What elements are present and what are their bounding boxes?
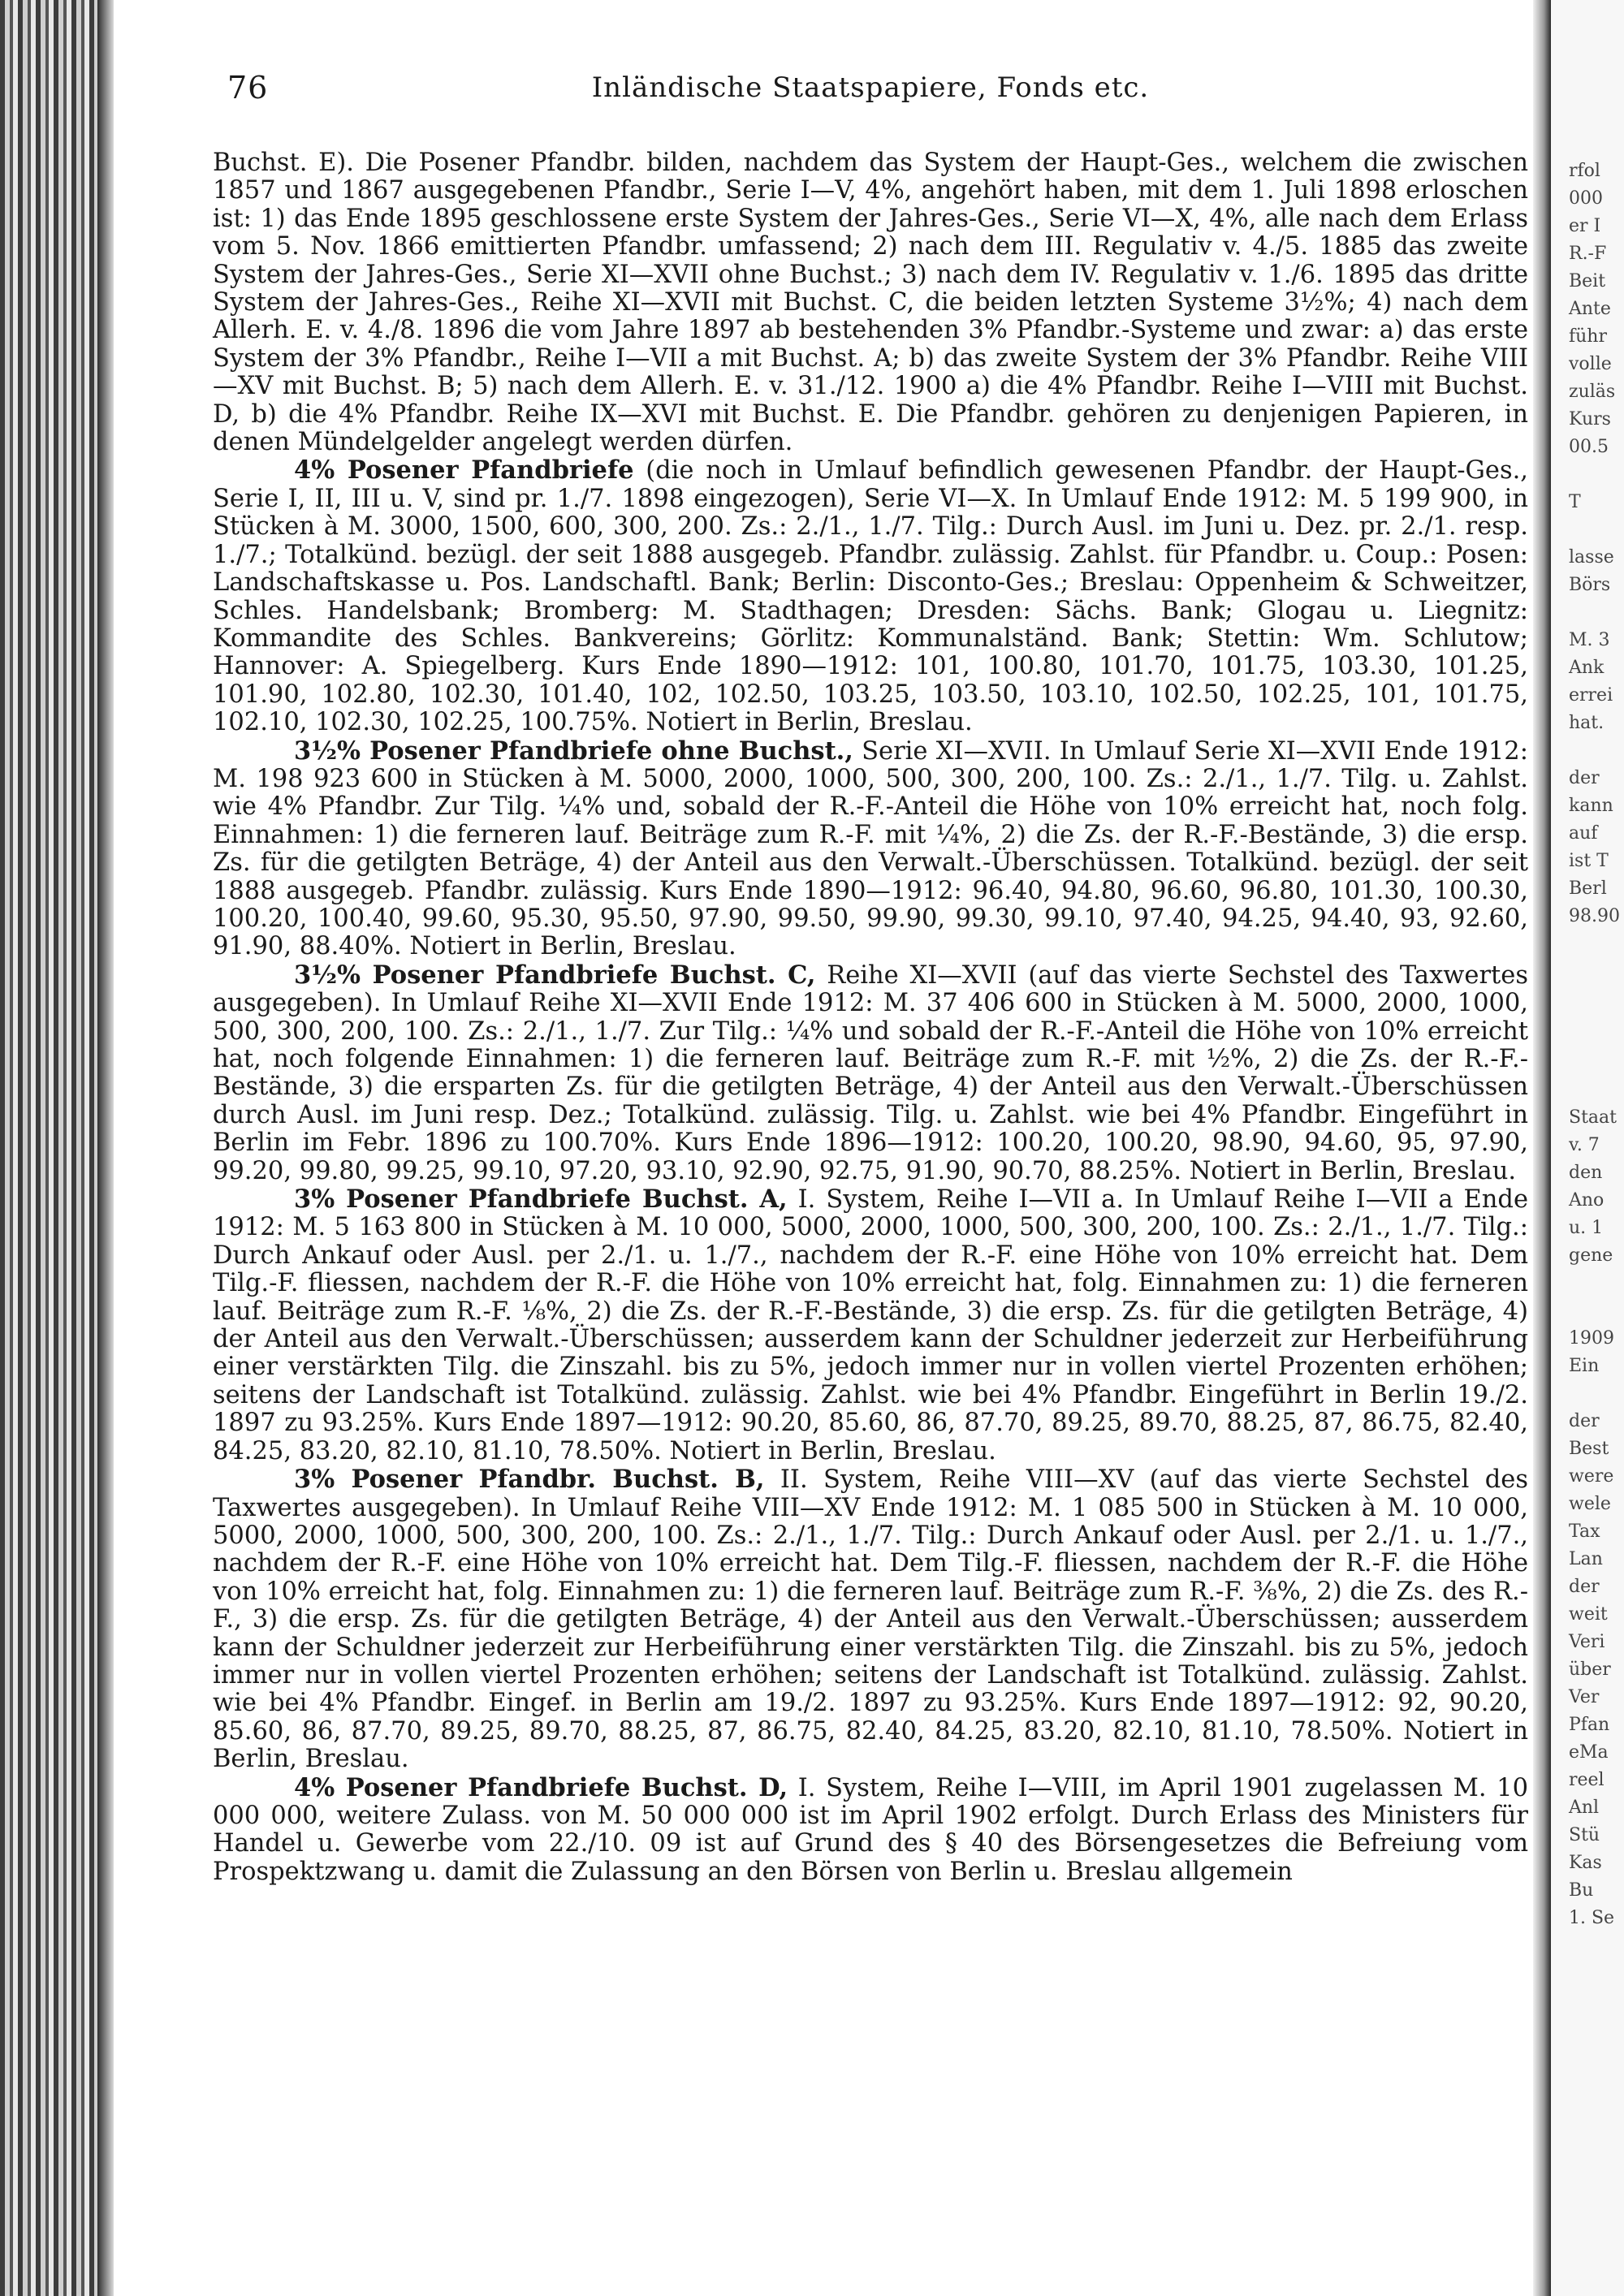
paragraph-text: Reihe XI—XVII (auf das vierte Sechstel des Taxwertes ausgegeben). In Umlauf Reihe XI—XVII Ende 1912: M. 37 406 600 in Stücken à M. 5000, 2000, 1000, 500, 300, 200, 100. Zs.: 2./1., 1./7. Zur Tilg.: ¼% und sobald der R.-F.-Anteil die Höhe von 10% erreicht hat, noch folgende Einnahmen: 1) die ferneren lauf. Beiträge zum R.-F. mit ½%, 2) die Zs. der R.-F.-Bestände, 3) die ersparten Zs. für die getilgten Beträge, 4) der Anteil aus den Verwalt.-Überschüssen durch Ausl. im Juni resp. Dez.; Totalkünd. zulässig. Tilg. u. Zahlst. wie bei 4% Pfandbr. Eingeführt in Berlin im Febr. 1896 zu 100.70%. Kurs Ende 1896—1912: 100.20, 100.20, 98.90, 94.60, 95, 97.90, 99.20, 99.80, 99.25, 99.10, 97.20, 93.10, 92.90, 92.75, 91.90, 90.70, 88.25%. Notiert in Berlin, Breslau.	[213, 960, 1528, 1185]
adjacent-fragment: errei	[1569, 685, 1613, 706]
adjacent-fragment: wele	[1569, 1494, 1611, 1514]
adjacent-fragment: führ	[1569, 326, 1607, 347]
adjacent-fragment: Ank	[1569, 658, 1605, 678]
body-text	[213, 149, 1528, 1886]
paragraph-heading: 3½% Posener Pfandbriefe Buchst. C,	[294, 960, 816, 990]
page-fold-shadow	[1533, 0, 1551, 2296]
adjacent-fragment: zuläs	[1569, 382, 1616, 402]
paragraph-3half-buchst-c	[213, 961, 1528, 1185]
adjacent-fragment: Kas	[1569, 1853, 1602, 1873]
paragraph-3half-ohne-buchst	[213, 737, 1528, 961]
adjacent-fragment: T	[1569, 492, 1581, 512]
adjacent-fragment: den	[1569, 1163, 1603, 1183]
adjacent-fragment: Ver	[1569, 1687, 1600, 1707]
paragraph-text: I. System, Reihe I—VII a. In Umlauf Reihe I—VII a Ende 1912: M. 5 163 800 in Stücken à M. 10 000, 5000, 2000, 1000, 500, 300, 200, 100. Zs.: 2./1., 1./7. Tilg.: Durch Ankauf oder Ausl. per 2./1. u. 1./7., nachdem der R.-F. eine Höhe von 10% erreicht hat. Dem Tilg.-F. fliessen, nachdem der R.-F. die Höhe von 10% erreicht hat, folg. Einnahmen zu: 1) die ferneren lauf. Beiträge zum R.-F. ⅛%, 2) die Zs. der R.-F.-Bestände, 3) die ersp. Zs. für die getilgten Beträge, 4) der Anteil aus den Verwalt.-Überschüssen; ausserdem kann der Schuldner jederzeit zur Herbeiführung einer verstärkten Tilg. die Zinszahl. bis zu 5%, jedoch immer nur in vollen viertel Prozenten erhöhen; seitens der Landschaft ist Totalkünd. zulässig. Zahlst. wie bei 4% Pfandbr. Eingeführt in Berlin 19./2. 1897 zu 93.25%. Kurs Ende 1897—1912: 90.20, 85.60, 86, 87.70, 89.25, 89.70, 88.25, 87, 86.75, 82.40, 84.25, 83.20, 82.10, 81.10, 78.50%. Notiert in Berlin, Breslau.	[213, 1185, 1528, 1465]
adjacent-fragment: der	[1569, 768, 1600, 788]
paragraph-4pct-buchst-d	[213, 1774, 1528, 1887]
paragraph-heading: 3% Posener Pfandbriefe Buchst. A,	[294, 1185, 788, 1215]
adjacent-fragment: über	[1569, 1659, 1611, 1680]
paragraph-text: II. System, Reihe VIII—XV (auf das vierte Sechstel des Taxwertes ausgegeben). In Umlauf Reihe VIII—XV Ende 1912: M. 1 085 500 in Stücken à M. 10 000, 5000, 2000, 1000, 500, 300, 200, 100. Zs.: 2./1., 1./7. Tilg.: Durch Ankauf oder Ausl. per 2./1. u. 1./7., nachdem der R.-F. eine Höhe von 10% erreicht hat. Dem Tilg.-F. fliessen, nachdem der R.-F. die Höhe von 10% erreicht hat, folg. Einnahmen zu: 1) die ferneren lauf. Beiträge zum R.-F. ⅜%, 2) die Zs. des R.-F., 3) die ersp. Zs. für die getilgten Beträge, 4) der Anteil aus den Verwalt.-Überschüssen; ausserdem kann der Schuldner jederzeit zur Herbeiführung einer verstärkten Tilg. die Zinszahl. bis zu 5%, jedoch immer nur in vollen viertel Prozenten erhöhen; seitens der Landschaft ist Totalkünd. zulässig. Zahlst. wie bei 4% Pfandbr. Eingef. in Berlin am 19./2. 1897 zu 93.25%. Kurs Ende 1897—1912: 92, 90.20, 85.60, 86, 87.70, 89.25, 89.70, 88.25, 87, 86.75, 82.40, 84.25, 83.20, 82.10, 81.10, 78.50%. Notiert in Berlin, Breslau.	[213, 1465, 1528, 1774]
adjacent-fragment: er I	[1569, 216, 1601, 236]
adjacent-fragment: Best	[1569, 1439, 1609, 1459]
paragraph-text: Serie XI—XVII. In Umlauf Serie XI—XVII Ende 1912: M. 198 923 600 in Stücken à M. 5000, 2000, 1000, 500, 300, 200, 100. Zs.: 2./1., 1./7. Tilg. u. Zahlst. wie 4% Pfandbr. Zur Tilg. ¼% und, sobald der R.-F.-Anteil die Höhe von 10% erreicht hat, noch folg. Einnahmen: 1) die ferneren lauf. Beiträge zum R.-F. mit ¼%, 2) die Zs. der R.-F.-Bestände, 3) die ersp. Zs. für die getilgten Beträge, 4) der Anteil aus den Verwalt.-Überschüssen. Totalkünd. bezügl. der seit 1888 ausgegeb. Pfandbr. zulässig. Kurs Ende 1890—1912: 96.40, 94.80, 96.60, 96.80, 101.30, 100.30, 100.20, 100.40, 99.60, 95.30, 95.50, 97.90, 99.50, 99.90, 99.30, 99.10, 97.40, 94.25, 94.40, 93, 92.60, 91.90, 88.40%. Notiert in Berlin, Breslau.	[213, 736, 1528, 961]
adjacent-fragment: Tax	[1569, 1521, 1600, 1542]
adjacent-fragment: Ano	[1569, 1190, 1605, 1211]
adjacent-fragment: Ante	[1569, 299, 1611, 319]
adjacent-fragment: eMa	[1569, 1742, 1609, 1763]
adjacent-fragment: R.-F	[1569, 244, 1607, 264]
paragraph-text: I. System, Reihe I—VIII, im April 1901 zugelassen M. 10 000 000, weitere Zulass. von M. 50 000 000 ist im April 1902 erfolgt. Durch Erlass des Ministers für Handel u. Gewerbe vom 22./10. 09 ist auf Grund des § 40 des Börsengesetzes die Befreiung vom Prospektzwang u. damit die Zulassung an den Börsen von Berlin u. Breslau allgemein	[213, 1773, 1528, 1886]
adjacent-fragment: 00.5	[1569, 437, 1609, 457]
adjacent-fragment: Anl	[1569, 1798, 1600, 1818]
adjacent-fragment: lasse	[1569, 547, 1614, 568]
adjacent-fragment: Stü	[1569, 1825, 1600, 1845]
adjacent-fragment: kann	[1569, 796, 1613, 816]
binding-gutter	[0, 0, 114, 2296]
paragraph-intro	[213, 149, 1528, 456]
adjacent-fragment: volle	[1569, 354, 1612, 374]
paragraph-4pct-posener	[213, 456, 1528, 736]
adjacent-fragment: Lan	[1569, 1549, 1603, 1569]
adjacent-fragment: Veri	[1569, 1632, 1605, 1652]
adjacent-fragment: v. 7	[1569, 1135, 1600, 1155]
paragraph-3pct-buchst-b	[213, 1465, 1528, 1773]
paragraph-heading: 3½% Posener Pfandbriefe ohne Buchst.,	[294, 736, 853, 766]
adjacent-fragment: Staat	[1569, 1107, 1617, 1128]
adjacent-fragment: Börs	[1569, 575, 1611, 595]
running-head: Inländische Staatspapiere, Fonds etc.	[591, 71, 1150, 104]
adjacent-fragment: Bu	[1569, 1880, 1594, 1901]
paragraph-3pct-buchst-a	[213, 1185, 1528, 1465]
adjacent-fragment: u. 1	[1569, 1218, 1604, 1238]
adjacent-fragment: Beit	[1569, 271, 1606, 291]
page-number: 76	[227, 70, 269, 106]
adjacent-fragment: reel	[1569, 1770, 1605, 1790]
paragraph-heading: 4% Posener Pfandbriefe Buchst. D,	[294, 1772, 788, 1802]
adjacent-fragment: Ein	[1569, 1356, 1600, 1376]
page-header	[213, 63, 1528, 115]
document-page	[213, 63, 1528, 1886]
adjacent-fragment: hat.	[1569, 713, 1605, 733]
adjacent-fragment: 000	[1569, 188, 1603, 209]
adjacent-fragment: Pfan	[1569, 1715, 1610, 1735]
adjacent-fragment: 1. Se	[1569, 1908, 1615, 1928]
adjacent-page-sliver	[1551, 0, 1624, 2296]
adjacent-fragment: auf	[1569, 823, 1598, 844]
adjacent-fragment: rfol	[1569, 161, 1600, 181]
paragraph-text: (die noch in Umlauf befindlich gewesenen Pfandbr. der Haupt-Ges., Serie I, II, III u. V, sind pr. 1./7. 1898 eingezogen), Serie VI—X. In Umlauf Ende 1912: M. 5 199 900, in Stücken à M. 3000, 1500, 600, 300, 200. Zs.: 2./1., 1./7. Tilg.: Durch Ausl. im Juni u. Dez. pr. 2./1. resp. 1./7.; Totalkünd. bezügl. der seit 1888 ausgegeb. Pfandbr. zulässig. Zahlst. für Pfandbr. u. Coup.: Posen: Landschaftskasse u. Pos. Landschaftl. Bank; Berlin: Disconto-Ges.; Breslau: Oppenheim & Schweitzer, Schles. Handelsbank; Bromberg: M. Stadthagen; Dresden: Sächs. Bank; Glogau u. Liegnitz: Kommandite des Schles. Bankvereins; Görlitz: Kommunalständ. Bank; Stettin: Wm. Schlutow; Hannover: A. Spiegelberg. Kurs Ende 1890—1912: 101, 100.80, 101.70, 101.75, 103.30, 101.25, 101.90, 102.80, 102.30, 101.40, 102, 102.50, 103.25, 103.50, 103.10, 102.50, 102.25, 101, 101.75, 102.10, 102.30, 102.25, 100.75%. Notiert in Berlin, Breslau.	[213, 456, 1528, 737]
adjacent-fragment: were	[1569, 1466, 1614, 1487]
adjacent-fragment: gene	[1569, 1245, 1613, 1266]
adjacent-fragment: der	[1569, 1411, 1600, 1431]
adjacent-fragment: 98.90	[1569, 906, 1620, 926]
adjacent-fragment: M. 3	[1569, 630, 1610, 650]
adjacent-fragment: Kurs	[1569, 409, 1611, 429]
adjacent-fragment: 1909	[1569, 1328, 1614, 1349]
adjacent-fragment: der	[1569, 1577, 1600, 1597]
paragraph-text: Buchst. E). Die Posener Pfandbr. bilden, nachdem das System der Haupt-Ges., welchem die zwischen 1857 und 1867 ausgegebenen Pfandbr., Serie I—V, 4%, angehört haben, mit dem 1. Juli 1898 erloschen ist: 1) das Ende 1895 geschlossene erste System der Jahres-Ges., Serie VI—X, 4%, alle nach dem Erlass vom 5. Nov. 1866 emittierten Pfandbr. umfassend; 2) nach dem III. Regulativ v. 4./5. 1885 das zweite System der Jahres-Ges., Serie XI—XVII ohne Buchst.; 3) nach dem IV. Regulativ v. 1./6. 1895 das dritte System der Jahres-Ges., Reihe XI—XVII mit Buchst. C, die beiden letzten Systeme 3½%; 4) nach dem Allerh. E. v. 4./8. 1896 die vom Jahre 1897 ab bestehenden 3% Pfandbr.-Systeme und zwar: a) das erste System der 3% Pfandbr., Reihe I—VII a mit Buchst. A; b) das zweite System der 3% Pfandbr. Reihe VIII—XV mit Buchst. B; 5) nach dem Allerh. E. v. 31./12. 1900 a) die 4% Pfandbr. Reihe I—VIII mit Buchst. D, b) die 4% Pfandbr. Reihe IX—XVI mit Buchst. E. Die Pfandbr. gehören zu denjenigen Papieren, in denen Mündelgelder angelegt werden dürfen.	[213, 149, 1528, 457]
adjacent-fragment: weit	[1569, 1604, 1608, 1625]
paragraph-heading: 4% Posener Pfandbriefe	[294, 455, 634, 486]
adjacent-fragment: Berl	[1569, 878, 1607, 899]
paragraph-heading: 3% Posener Pfandbr. Buchst. B,	[294, 1465, 765, 1495]
adjacent-fragment: ist T	[1569, 851, 1609, 871]
